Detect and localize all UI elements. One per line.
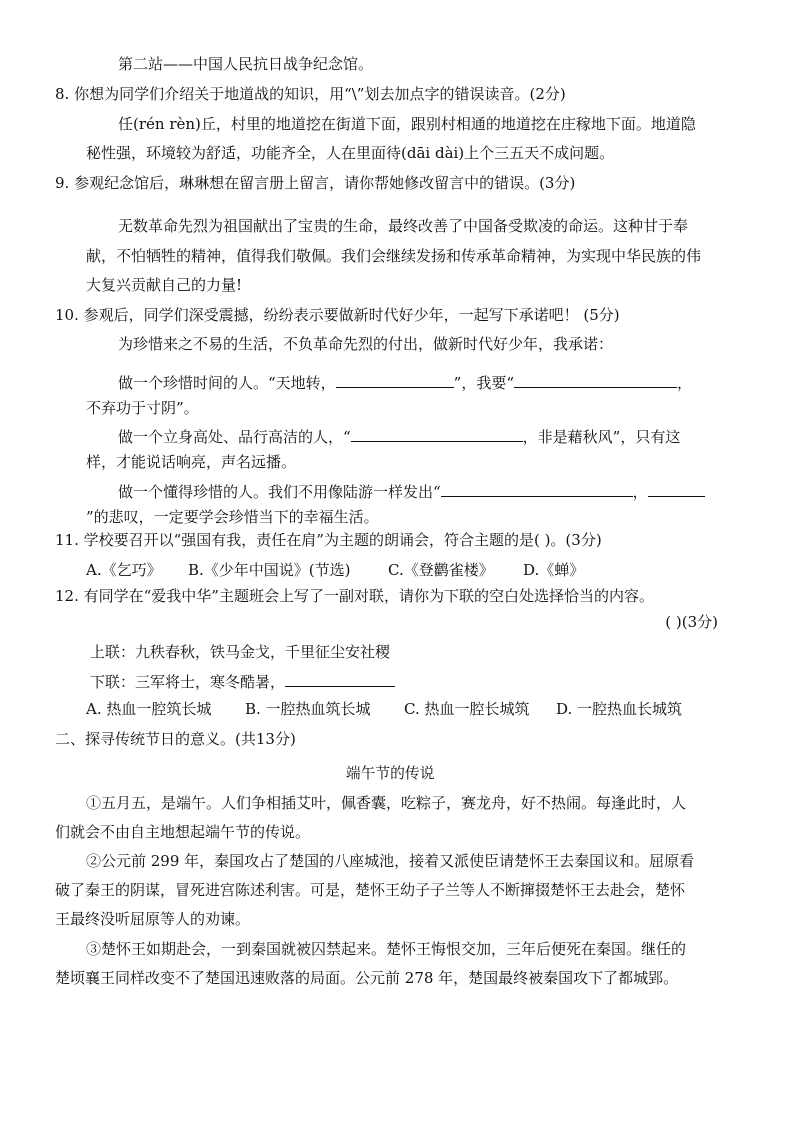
answer-3-text-a: 做一个懂得珍惜的人。我们不用像陆游一样发出“ bbox=[118, 483, 441, 501]
answer-1-text-a: 做一个珍惜时间的人。“天地转， bbox=[118, 374, 336, 392]
question-11-option-a[interactable]: A.《乞巧》 bbox=[86, 561, 162, 579]
answer-2-blank[interactable] bbox=[351, 425, 523, 442]
question-8-text-line-1: 任(rén rèn)丘，村里的地道挖在街道下面，跟别村相通的地道挖在庄稼地下面。地道隐 bbox=[118, 115, 696, 133]
question-12-option-c[interactable]: C. 热血一腔长城筑 bbox=[404, 700, 530, 718]
question-10-intro: 为珍惜来之不易的生活，不负革命先烈的付出，做新时代好少年，我承诺： bbox=[118, 335, 614, 353]
question-11-option-b[interactable]: B.《少年中国说》(节选) bbox=[188, 561, 351, 579]
passage-title: 端午节的传说 bbox=[345, 764, 435, 782]
question-10-answer-2 bbox=[118, 425, 680, 447]
passage-p2-line-1: ②公元前 299 年，秦国攻占了楚国的八座城池，接着又派使臣请楚怀王去秦国议和。屈原看 bbox=[86, 852, 695, 870]
question-10-answer-3 bbox=[118, 480, 705, 502]
passage-p3-line-1: ③楚怀王如期赴会，一到秦国就被囚禁起来。楚怀王悔恨交加，三年后便死在秦国。继任的 bbox=[86, 940, 687, 958]
question-11-option-d[interactable]: D.《蝉》 bbox=[523, 561, 585, 579]
question-10-answer-1 bbox=[118, 371, 692, 393]
answer-3-text-b: ， bbox=[632, 483, 648, 501]
passage-p1-line-2: 们就会不由自主地想起端午节的传说。 bbox=[55, 823, 311, 841]
question-9-message-line-3: 大复兴贡献自己的力量! bbox=[86, 276, 243, 294]
couplet-upper: 上联：九秩春秋，铁马金戈，千里征尘安社稷 bbox=[90, 643, 391, 661]
answer-2-text-a: 做一个立身高处、品行高洁的人，“ bbox=[118, 428, 351, 446]
question-12-option-a[interactable]: A. 热血一腔筑长城 bbox=[86, 700, 212, 718]
passage-p1-line-1: ①五月五，是端午。人们争相插艾叶，佩香囊，吃粽子，赛龙舟，好不热闹。每逢此时，人 bbox=[86, 794, 687, 812]
passage-p2-line-3: 王最终没听屈原等人的劝谏。 bbox=[55, 910, 251, 928]
answer-3-blank-1[interactable] bbox=[441, 480, 633, 497]
station-line: 第二站——中国人民抗日战争纪念馆。 bbox=[118, 55, 374, 73]
question-12-option-b[interactable]: B. 一腔热血筑长城 bbox=[245, 700, 371, 718]
answer-2-text-b: ，非是藉秋风”，只有这 bbox=[522, 428, 681, 446]
question-10-answer-3-line-2: ”的悲叹，一定要学会珍惜当下的幸福生活。 bbox=[86, 508, 379, 526]
couplet-lower bbox=[90, 670, 395, 692]
question-10-answer-1-line-2: 不弃功于寸阴”。 bbox=[86, 399, 199, 417]
answer-1-blank-2[interactable] bbox=[514, 371, 677, 388]
question-12-option-d[interactable]: D. 一腔热血长城筑 bbox=[556, 700, 683, 718]
question-9-message-line-2: 献，不怕牺牲的精神，值得我们敬佩。我们会继续发扬和传承革命精神，为实现中华民族的伟 bbox=[86, 247, 702, 265]
question-9-message-line-1: 无数革命先烈为祖国献出了宝贵的生命，最终改善了中国备受欺凌的命运。这种甘于奉 bbox=[118, 217, 689, 235]
passage-p3-line-2: 楚顷襄王同样改变不了楚国迅速败落的局面。公元前 278 年，楚国最终被秦国攻下了都城郢。 bbox=[55, 969, 679, 987]
question-11-option-c[interactable]: C.《登鹳雀楼》 bbox=[388, 561, 494, 579]
passage-p2-line-2: 破了秦王的阴谋，冒死进宫陈述利害。可是，楚怀王幼子子兰等人不断撺掇楚怀王去赴会，楚怀 bbox=[55, 881, 686, 899]
answer-1-blank-1[interactable] bbox=[336, 371, 454, 388]
question-10-answer-2-line-2: 样，才能说话响亮，声名远播。 bbox=[86, 453, 297, 471]
couplet-lower-blank[interactable] bbox=[285, 670, 395, 687]
couplet-lower-text: 下联：三军将士，寒冬酷暑， bbox=[90, 673, 286, 691]
question-12-prompt: 12. 有同学在“爱我中华”主题班会上写了一副对联，请你为下联的空白处选择恰当的内容。 bbox=[55, 587, 654, 605]
question-8-text-line-2: 秘性强，环境较为舒适，功能齐全，人在里面待(dāi dài)上个三五天不成问题。 bbox=[86, 144, 615, 162]
question-12-score: ( )(3分) bbox=[665, 613, 718, 631]
answer-1-text-b: ”，我要“ bbox=[453, 374, 515, 392]
answer-3-blank-2[interactable] bbox=[648, 480, 705, 497]
question-11-prompt: 11. 学校要召开以“强国有我，责任在肩”为主题的朗诵会，符合主题的是( )。(3分) bbox=[55, 531, 602, 549]
answer-1-text-c: ， bbox=[677, 374, 693, 392]
question-9-prompt: 9. 参观纪念馆后，琳琳想在留言册上留言，请你帮她修改留言中的错误。(3分) bbox=[55, 174, 576, 192]
section-2-heading: 二、探寻传统节日的意义。(共13分) bbox=[55, 730, 296, 748]
question-8-prompt: 8. 你想为同学们介绍关于地道战的知识，用“\”划去加点字的错误读音。(2分) bbox=[55, 85, 566, 103]
question-10-prompt: 10. 参观后，同学们深受震撼，纷纷表示要做新时代好少年，一起写下承诺吧！ (5分) bbox=[55, 306, 620, 324]
